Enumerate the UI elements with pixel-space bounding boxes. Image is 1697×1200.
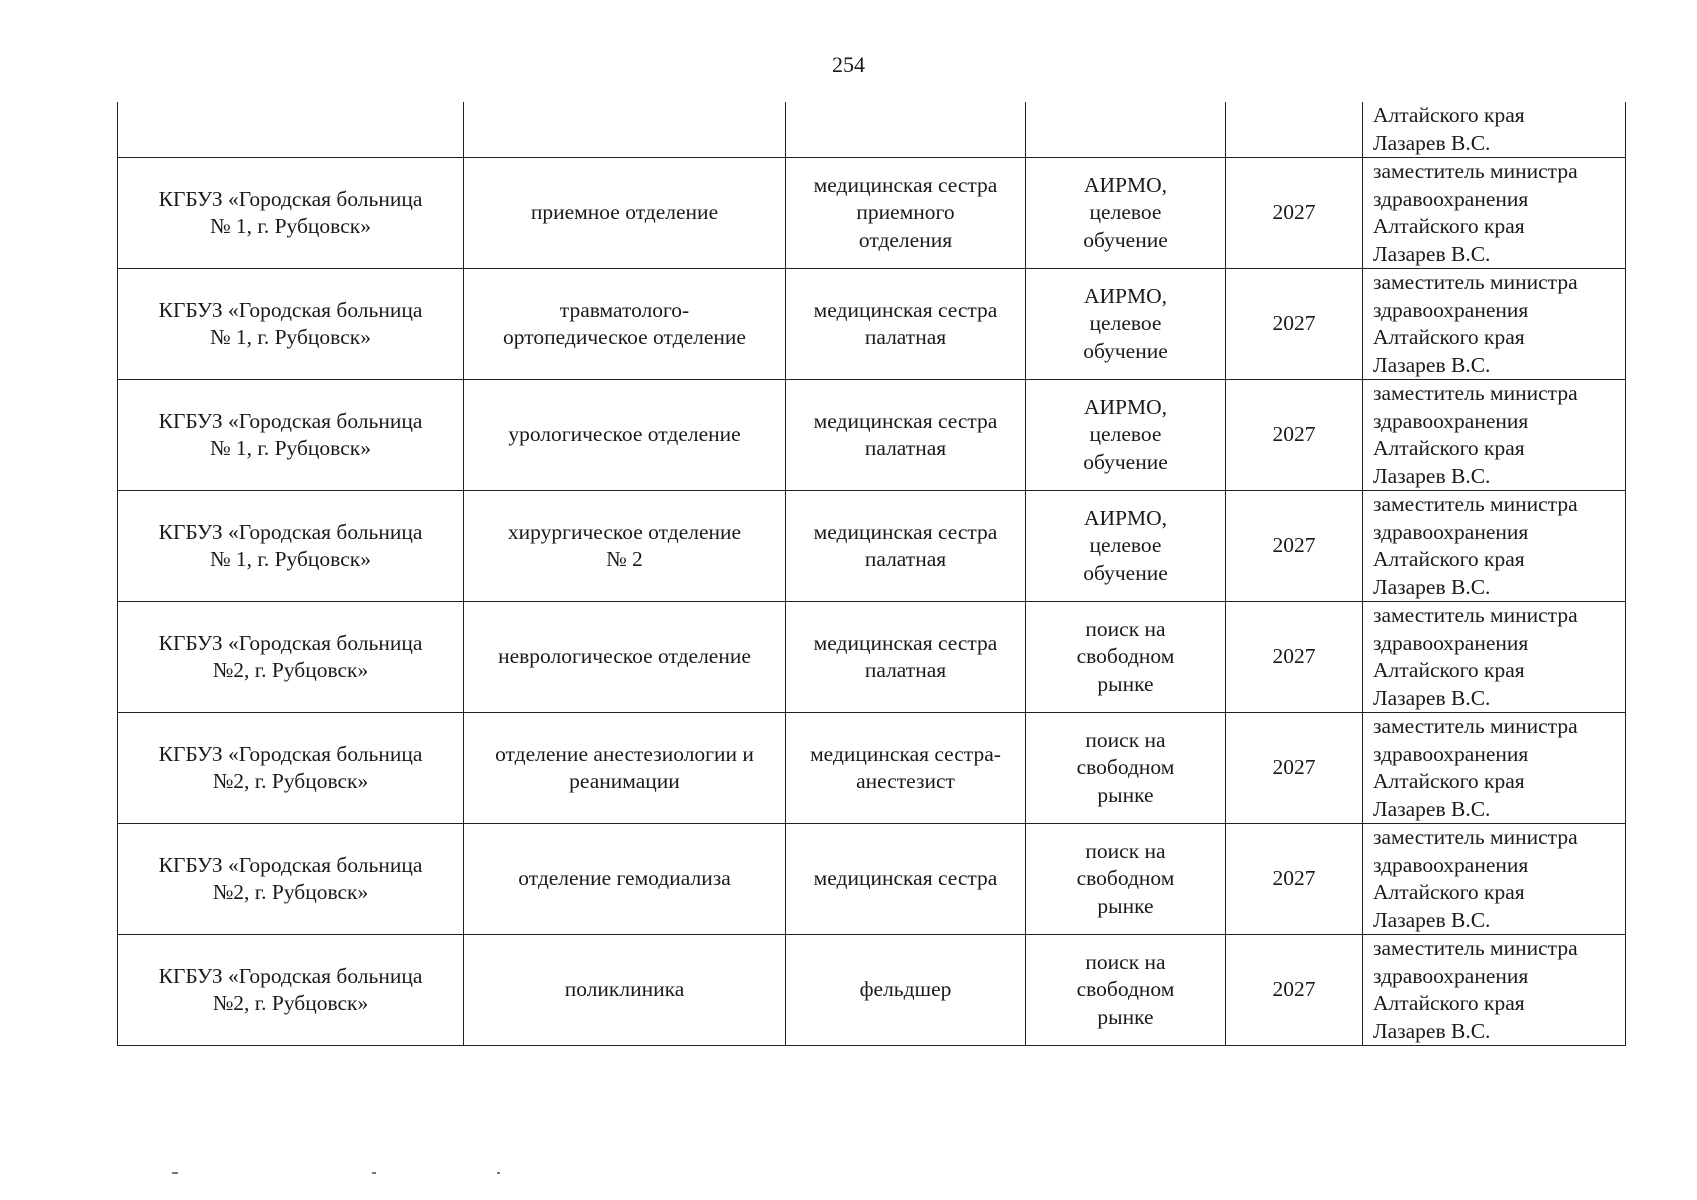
position-line: медицинская сестра bbox=[813, 519, 998, 544]
approver-line: Лазарев В.С. bbox=[1373, 796, 1491, 821]
position-line: палатная bbox=[864, 325, 947, 349]
table-body bbox=[118, 102, 1626, 1046]
department-line: травматолого- bbox=[559, 297, 690, 322]
cell-approver bbox=[1363, 602, 1626, 713]
cell-position bbox=[786, 824, 1026, 935]
approver-line: здравоохранения bbox=[1373, 630, 1529, 655]
cell-position bbox=[786, 935, 1026, 1046]
cell-approver bbox=[1363, 380, 1626, 491]
staffing-table bbox=[117, 102, 1626, 1046]
cell-year: 2027 bbox=[1226, 380, 1363, 491]
cell-position bbox=[786, 602, 1026, 713]
organization-line: №2, г. Рубцовск» bbox=[212, 769, 369, 793]
approver-line: Алтайского края bbox=[1373, 658, 1525, 682]
position-line: палатная bbox=[864, 436, 947, 460]
cell-method bbox=[1026, 102, 1226, 158]
method-line: поиск на bbox=[1085, 949, 1166, 974]
table-row bbox=[118, 824, 1626, 935]
cell-position bbox=[786, 380, 1026, 491]
cell-position bbox=[786, 158, 1026, 269]
cell-approver bbox=[1363, 935, 1626, 1046]
cell-method bbox=[1026, 269, 1226, 380]
approver-line: Лазарев В.С. bbox=[1373, 1018, 1491, 1043]
approver-line: здравоохранения bbox=[1373, 408, 1529, 433]
approver-line: здравоохранения bbox=[1373, 741, 1529, 766]
method-line: обучение bbox=[1083, 449, 1168, 474]
department-line: приемное отделение bbox=[530, 200, 719, 225]
department-line: урологическое отделение bbox=[508, 422, 741, 447]
cell-method bbox=[1026, 713, 1226, 824]
cell-position bbox=[786, 713, 1026, 824]
cell-approver bbox=[1363, 158, 1626, 269]
cell-method bbox=[1026, 491, 1226, 602]
method-line: свободном bbox=[1076, 977, 1175, 1002]
cell-year: 2027 bbox=[1226, 158, 1363, 269]
cell-organization bbox=[118, 824, 464, 935]
department-line: реанимации bbox=[569, 769, 680, 793]
cell-organization bbox=[118, 158, 464, 269]
cell-organization bbox=[118, 935, 464, 1046]
method-line: свободном bbox=[1076, 755, 1175, 780]
approver-line: Лазарев В.С. bbox=[1373, 130, 1491, 155]
method-line: целевое bbox=[1089, 422, 1162, 447]
method-line: АИРМО, bbox=[1083, 283, 1168, 308]
approver-line: здравоохранения bbox=[1373, 963, 1529, 988]
organization-line: КГБУЗ «Городская больница bbox=[158, 963, 423, 988]
method-line: целевое bbox=[1089, 533, 1162, 558]
method-line: рынке bbox=[1097, 782, 1154, 807]
cell-approver bbox=[1363, 824, 1626, 935]
table-row bbox=[118, 935, 1626, 1046]
method-line: АИРМО, bbox=[1083, 505, 1168, 530]
cell-method bbox=[1026, 602, 1226, 713]
table-row bbox=[118, 491, 1626, 602]
page-number: 254 bbox=[832, 52, 865, 77]
cell-department bbox=[464, 102, 786, 158]
cell-method bbox=[1026, 935, 1226, 1046]
cell-year: 2027 bbox=[1226, 491, 1363, 602]
method-line: АИРМО, bbox=[1083, 172, 1168, 197]
scan-mark bbox=[497, 1172, 500, 1174]
table-row bbox=[118, 158, 1626, 269]
cell-approver bbox=[1363, 491, 1626, 602]
position-line: медицинская сестра bbox=[813, 866, 998, 891]
table-row bbox=[118, 713, 1626, 824]
approver-line: здравоохранения bbox=[1373, 519, 1529, 544]
organization-line: № 1, г. Рубцовск» bbox=[210, 214, 371, 238]
department-line: ортопедическое отделение bbox=[503, 325, 746, 349]
method-line: обучение bbox=[1083, 338, 1168, 363]
method-line: рынке bbox=[1097, 671, 1154, 696]
cell-position bbox=[786, 269, 1026, 380]
cell-department bbox=[464, 602, 786, 713]
approver-line: заместитель министра bbox=[1373, 714, 1578, 738]
approver-line: Алтайского края bbox=[1373, 547, 1525, 571]
method-line: рынке bbox=[1097, 893, 1154, 918]
department-line: отделение анестезиологии и bbox=[495, 741, 754, 766]
approver-line: заместитель министра bbox=[1373, 381, 1578, 405]
position-line: медицинская сестра- bbox=[810, 741, 1001, 766]
position-line: медицинская сестра bbox=[813, 408, 998, 433]
organization-line: №2, г. Рубцовск» bbox=[212, 880, 369, 904]
organization-line: КГБУЗ «Городская больница bbox=[158, 852, 423, 877]
cell-department bbox=[464, 713, 786, 824]
position-line: медицинская сестра bbox=[813, 172, 998, 197]
method-line: обучение bbox=[1083, 560, 1168, 585]
method-line: целевое bbox=[1089, 200, 1162, 225]
cell-year: 2027 bbox=[1226, 602, 1363, 713]
approver-line: Лазарев В.С. bbox=[1373, 241, 1491, 266]
scan-mark bbox=[372, 1172, 376, 1174]
organization-line: КГБУЗ «Городская больница bbox=[158, 630, 423, 655]
method-line: поиск на bbox=[1085, 727, 1166, 752]
approver-line: здравоохранения bbox=[1373, 852, 1529, 877]
position-line: палатная bbox=[864, 658, 947, 682]
method-line: свободном bbox=[1076, 866, 1175, 891]
method-line: поиск на bbox=[1085, 838, 1166, 863]
organization-line: № 1, г. Рубцовск» bbox=[210, 547, 371, 571]
cell-organization bbox=[118, 713, 464, 824]
cell-approver bbox=[1363, 102, 1626, 158]
method-line: обучение bbox=[1083, 227, 1168, 252]
position-line: анестезист bbox=[856, 769, 955, 793]
cell-organization bbox=[118, 602, 464, 713]
approver-line: здравоохранения bbox=[1373, 297, 1529, 322]
department-line: № 2 bbox=[606, 547, 643, 571]
cell-year: 2027 bbox=[1226, 824, 1363, 935]
cell-year: 2027 bbox=[1226, 713, 1363, 824]
approver-line: Лазарев В.С. bbox=[1373, 463, 1491, 488]
approver-line: Алтайского края bbox=[1373, 103, 1525, 127]
cell-method bbox=[1026, 824, 1226, 935]
cell-method bbox=[1026, 158, 1226, 269]
table-row bbox=[118, 602, 1626, 713]
cell-approver bbox=[1363, 269, 1626, 380]
scan-marks bbox=[0, 1172, 1697, 1178]
department-line: отделение гемодиализа bbox=[518, 866, 731, 891]
cell-method bbox=[1026, 380, 1226, 491]
organization-line: КГБУЗ «Городская больница bbox=[158, 186, 423, 211]
cell-organization bbox=[118, 269, 464, 380]
approver-line: заместитель министра bbox=[1373, 159, 1578, 183]
position-line: фельдшер bbox=[859, 977, 952, 1002]
cell-approver bbox=[1363, 713, 1626, 824]
cell-department bbox=[464, 380, 786, 491]
position-line: отделения bbox=[858, 227, 953, 252]
approver-line: заместитель министра bbox=[1373, 825, 1578, 849]
cell-department bbox=[464, 158, 786, 269]
cell-position bbox=[786, 491, 1026, 602]
organization-line: №2, г. Рубцовск» bbox=[212, 658, 369, 682]
organization-line: КГБУЗ «Городская больница bbox=[158, 297, 423, 322]
approver-line: Алтайского края bbox=[1373, 214, 1525, 238]
approver-line: здравоохранения bbox=[1373, 186, 1529, 211]
cell-organization bbox=[118, 380, 464, 491]
method-line: поиск на bbox=[1085, 616, 1166, 641]
organization-line: КГБУЗ «Городская больница bbox=[158, 741, 423, 766]
cell-department bbox=[464, 935, 786, 1046]
approver-line: Алтайского края bbox=[1373, 325, 1525, 349]
cell-department bbox=[464, 491, 786, 602]
approver-line: Лазарев В.С. bbox=[1373, 352, 1491, 377]
approver-line: Алтайского края bbox=[1373, 436, 1525, 460]
position-line: медицинская сестра bbox=[813, 630, 998, 655]
approver-line: Лазарев В.С. bbox=[1373, 685, 1491, 710]
approver-line: заместитель министра bbox=[1373, 936, 1578, 960]
approver-line: заместитель министра bbox=[1373, 492, 1578, 516]
method-line: АИРМО, bbox=[1083, 394, 1168, 419]
cell-organization bbox=[118, 102, 464, 158]
organization-line: № 1, г. Рубцовск» bbox=[210, 325, 371, 349]
cell-organization bbox=[118, 491, 464, 602]
cell-department bbox=[464, 269, 786, 380]
table-row bbox=[118, 380, 1626, 491]
cell-year: 2027 bbox=[1226, 269, 1363, 380]
approver-line: Алтайского края bbox=[1373, 769, 1525, 793]
method-line: целевое bbox=[1089, 311, 1162, 336]
organization-line: № 1, г. Рубцовск» bbox=[210, 436, 371, 460]
department-line: поликлиника bbox=[564, 977, 685, 1002]
method-line: свободном bbox=[1076, 644, 1175, 669]
approver-line: Алтайского края bbox=[1373, 880, 1525, 904]
approver-line: заместитель министра bbox=[1373, 270, 1578, 294]
organization-line: КГБУЗ «Городская больница bbox=[158, 408, 423, 433]
organization-line: №2, г. Рубцовск» bbox=[212, 991, 369, 1015]
department-line: неврологическое отделение bbox=[498, 644, 751, 669]
cell-year: 2027 bbox=[1226, 935, 1363, 1046]
organization-line: КГБУЗ «Городская больница bbox=[158, 519, 423, 544]
method-line: рынке bbox=[1097, 1004, 1154, 1029]
table-row bbox=[118, 269, 1626, 380]
approver-line: Лазарев В.С. bbox=[1373, 907, 1491, 932]
cell-department bbox=[464, 824, 786, 935]
position-line: палатная bbox=[864, 547, 947, 571]
approver-line: Лазарев В.С. bbox=[1373, 574, 1491, 599]
cell-year bbox=[1226, 102, 1363, 158]
approver-line: Алтайского края bbox=[1373, 991, 1525, 1015]
cell-position bbox=[786, 102, 1026, 158]
position-line: приемного bbox=[856, 200, 955, 225]
approver-line: заместитель министра bbox=[1373, 603, 1578, 627]
department-line: хирургическое отделение bbox=[507, 519, 742, 544]
table-row-continuation bbox=[118, 102, 1626, 158]
scan-mark bbox=[172, 1172, 178, 1174]
position-line: медицинская сестра bbox=[813, 297, 998, 322]
